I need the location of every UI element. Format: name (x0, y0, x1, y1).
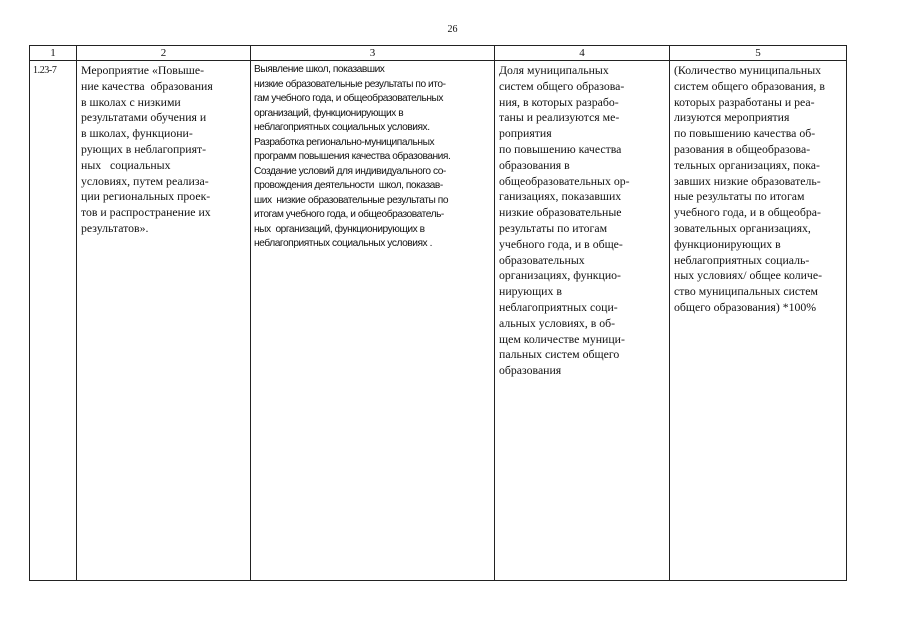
column-header-3: 3 (251, 46, 495, 61)
event-text: Мероприятие «Повыше- ние качества образования в школах с низкими результатами обучения и в школах, функциони- рующих в неблагоприят- ных социальных условиях, путем реализа- ции региональных проек- тов и распространение их результатов». (81, 63, 213, 235)
measures-table (29, 45, 847, 581)
table-row (30, 61, 847, 581)
column-header-5: 5 (670, 46, 847, 61)
row-id: 1.23-7 (33, 65, 57, 76)
description-text: Выявление школ, показавших низкие образовательные результаты по ито- гам учебного года, и общеобразовательных организаций, функционирующих в неблагоприятных социальных условиях. Разработка регионально-муниципальных программ повышения качества образования. Создание условий для индивидуального со- провождения деятельности школ, показав- ших низкие образовательные результаты по итогам учебного года, и общеобразователь- ных организаций, функционирующих в неблагоприятных социальных условиях . (254, 64, 451, 249)
formula-cell (670, 61, 847, 581)
event-cell (77, 61, 251, 581)
formula-text: (Количество муниципальных систем общего образования, в которых разработаны и реа- лизуются мероприятия по повышению качества об- разования в общеобразова- тельных организациях, пока- завших низкие образователь- ные результаты по итогам учебного года, и в общеобра- зовательных организациях, функционирующих в неблагоприятных социаль- ных условиях/ общее количе- ство муниципальных систем общего образования) *100% (674, 63, 825, 314)
column-header-4: 4 (495, 46, 670, 61)
page-number: 26 (447, 24, 458, 35)
description-cell (251, 61, 495, 581)
row-id-cell (30, 61, 77, 581)
table-header-row (30, 46, 847, 61)
column-header-1: 1 (30, 46, 77, 61)
indicator-cell (495, 61, 670, 581)
column-header-2: 2 (77, 46, 251, 61)
indicator-text: Доля муниципальных систем общего образова- ния, в которых разрабо- таны и реализуются ме- роприятия по повышению качества образования в общеобразовательных ор- ганизациях, показавших низкие образовательные результаты по итогам учебного года, и в обще- образовательных организациях, функцио- нирующих в неблагоприятных соци- альных условиях, в об- щем количестве муници- пальных систем общего образования (499, 63, 630, 378)
